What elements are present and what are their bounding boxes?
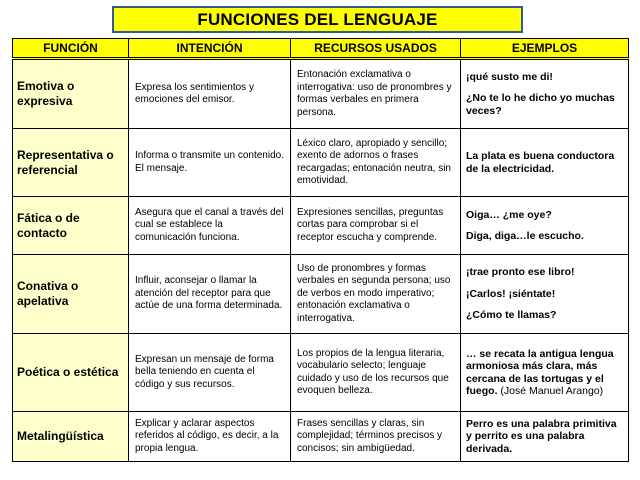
example-text: ¿Cómo te llamas? (466, 309, 557, 322)
example-text: ¡Carlos! ¡siéntate! (466, 287, 556, 300)
row-funcion: Poética o estética (13, 334, 129, 412)
table-row (13, 197, 629, 255)
header-funcion: FUNCIÓN (13, 39, 129, 59)
example-text: Diga, diga…le escucho. (466, 230, 584, 242)
header-ejemplos: EJEMPLOS (461, 39, 629, 59)
row-intencion: Informa o transmite un contenido. El mensaje. (129, 129, 291, 197)
row-ejemplos (461, 59, 629, 129)
table-row (13, 412, 629, 462)
row-intencion: Expresan un mensaje de forma bella teniendo en cuenta el código y sus recursos. (129, 334, 291, 412)
example-text: Oiga… ¿me oye? (466, 208, 552, 221)
header-intencion: INTENCIÓN (129, 39, 291, 59)
table-row (13, 129, 629, 197)
row-recursos: Entonación exclamativa o interrogativa: uso de pronombres y formas verbales en primera persona. (291, 59, 461, 129)
row-recursos: Los propios de la lengua literaria, vocabulario selecto; lenguaje cuidado y uso de los recursos que evoquen belleza. (291, 334, 461, 412)
functions-table (12, 38, 629, 462)
row-ejemplos (461, 197, 629, 255)
table-row (13, 334, 629, 412)
row-intencion: Influir, aconsejar o llamar la atención del receptor para que actúe de una forma determinada. (129, 255, 291, 334)
row-ejemplos (461, 129, 629, 197)
example-text: La plata es buena conductora de la electricidad. (466, 150, 615, 175)
page-title: FUNCIONES DEL LENGUAJE (112, 6, 523, 33)
table-header-row (13, 39, 629, 59)
row-ejemplos (461, 412, 629, 462)
row-recursos: Uso de pronombres y formas verbales en segunda persona; uso de verbos en modo imperativo; entonación exclamativa o interrogativa. (291, 255, 461, 334)
example-text: ¡qué susto me di! (466, 70, 553, 83)
example-poem (466, 348, 623, 398)
row-funcion: Representativa o referencial (13, 129, 129, 197)
row-funcion: Fática o de contacto (13, 197, 129, 255)
row-intencion: Asegura que el canal a través del cual se establece la comunicación funciona. (129, 197, 291, 255)
row-intencion: Explicar y aclarar aspectos referidos al código, es decir, a la propia lengua. (129, 412, 291, 462)
example-text: ¡trae pronto ese libro! (466, 266, 575, 279)
table-row (13, 59, 629, 129)
row-recursos: Frases sencillas y claras, sin complejidad; términos precisos y concisos; sin ambigüedad. (291, 412, 461, 462)
row-recursos: Léxico claro, apropiado y sencillo; exento de adornos o frases recargadas; entonación neutra, sin emotividad. (291, 129, 461, 197)
row-funcion: Conativa o apelativa (13, 255, 129, 334)
example-text: Perro es una palabra primitiva y perrito es una palabra derivada. (466, 417, 617, 455)
example-author: (José Manuel Arango) (500, 385, 604, 397)
example-text: … se recata la antigua lengua armoniosa más clara, más cercana de las tortugas y el fuego. (466, 347, 614, 397)
example-text: ¿No te lo he dicho yo muchas veces? (466, 92, 615, 117)
row-funcion: Emotiva o expresiva (13, 59, 129, 129)
row-funcion: Metalingüística (13, 412, 129, 462)
table-row (13, 255, 629, 334)
row-recursos: Expresiones sencillas, preguntas cortas para comprobar si el receptor escucha y comprende. (291, 197, 461, 255)
header-recursos: RECURSOS USADOS (291, 39, 461, 59)
row-ejemplos (461, 255, 629, 334)
row-intencion: Expresa los sentimientos y emociones del emisor. (129, 59, 291, 129)
row-ejemplos (461, 334, 629, 412)
